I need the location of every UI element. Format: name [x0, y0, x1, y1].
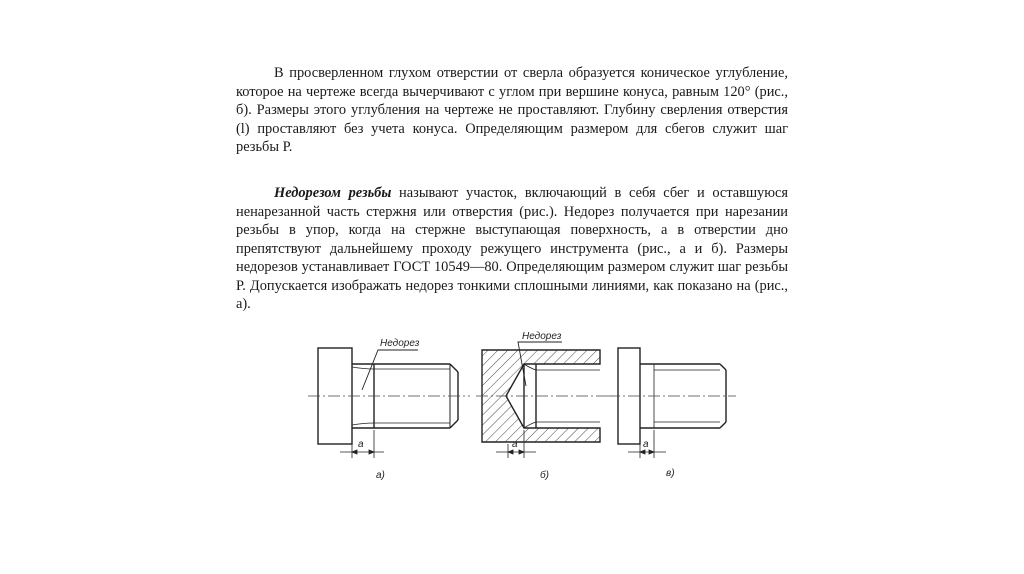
paragraph-undercut-text: называют участок, включающий в себя сбег и оставшуюся ненарезанной часть стержня или отверстия (рис.). Недорез получается при нарезании резьбы в упор, когда на стержне выступающая поверхность, а в отверстии дно препятствуют дальнейшему проходу режущего инструмента (рис., а и б). Размеры недорезов устанавливает ГОСТ 10549—80. Определяющим размером служит шаг резьбы Р. Допускается изображать недорез тонкими сплошными линиями, как показано на (рис., а).: [236, 185, 788, 312]
paragraph-undercut: [236, 184, 788, 314]
dimension-label-b: a: [512, 439, 518, 450]
dimension-label-a: a: [358, 439, 364, 450]
callout-label-b: Недорез: [522, 331, 562, 342]
callout-leader-a: [362, 350, 418, 390]
caption-c: в): [666, 468, 675, 479]
callout-label-a: Недорез: [380, 338, 420, 349]
thread-undercut-figure: [300, 330, 740, 490]
dimension-label-c: a: [643, 439, 649, 450]
paragraph-blind-hole: [236, 64, 788, 157]
term-undercut: Недорезом резьбы: [274, 185, 392, 201]
caption-b: б): [540, 470, 549, 481]
paragraph-blind-hole-text: В просверленном глухом отверстии от сверла образуется коническое углубление, которое на чертеже всегда вычерчивают с углом при вершине конуса, равным 120° (рис., б). Размеры этого углубления на чертеже не проставляют. Глубину сверления отверстия (l) проставляют без учета конуса. Определяющим размером для сбегов служит шаг резьбы Р.: [236, 65, 788, 155]
caption-a: а): [376, 470, 385, 481]
